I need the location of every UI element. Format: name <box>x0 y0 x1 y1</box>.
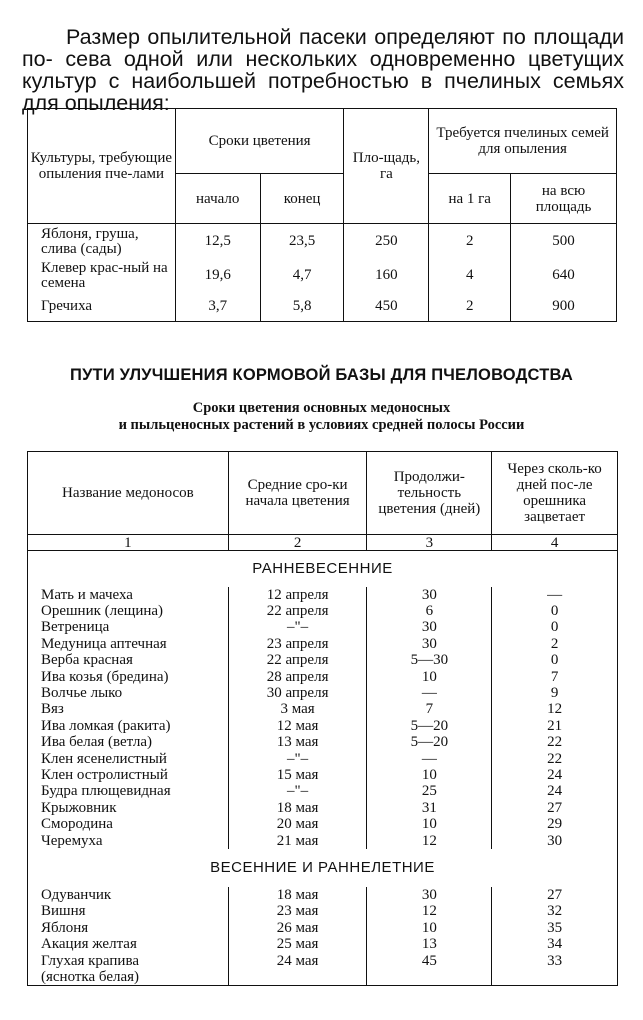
area-cell: 250 <box>344 224 429 260</box>
plant-name-cell: Клен остролистный <box>28 767 229 783</box>
bloom-start-cell: 3,7 <box>175 292 260 322</box>
start-date-cell: 20 мая <box>228 816 367 832</box>
crop-name-cell: Яблоня, груша, слива (сады) <box>28 224 176 260</box>
table-row <box>28 587 618 603</box>
colonies-total-cell: 900 <box>511 292 617 322</box>
table-row <box>28 619 618 635</box>
duration-cell: 10 <box>367 920 492 936</box>
start-date-cell: 26 мая <box>228 920 367 936</box>
header-plant-name: Название медоносов <box>28 452 229 535</box>
start-date-cell: 22 апреля <box>228 652 367 668</box>
pollination-table <box>27 108 617 322</box>
duration-cell: 31 <box>367 800 492 816</box>
column-number: 4 <box>492 535 618 551</box>
bloom-start-cell: 12,5 <box>175 224 260 260</box>
table-row <box>28 800 618 816</box>
header-total: на всю площадь <box>511 174 617 224</box>
duration-cell: — <box>367 751 492 767</box>
plant-name-cell: Медуница аптечная <box>28 636 229 652</box>
days-after-hazel-cell: 24 <box>492 767 618 783</box>
duration-cell: 12 <box>367 903 492 919</box>
plant-name-cell: Волчье лыко <box>28 685 229 701</box>
colonies-total-cell: 640 <box>511 260 617 292</box>
plant-name-cell: Ива козья (бредина) <box>28 669 229 685</box>
table-row <box>28 636 618 652</box>
days-after-hazel-cell: 0 <box>492 619 618 635</box>
plant-name-cell: Черемуха <box>28 833 229 849</box>
header-area: Пло-щадь, га <box>344 109 429 224</box>
bloom-end-cell: 5,8 <box>260 292 344 322</box>
table-row <box>28 669 618 685</box>
start-date-cell: 24 мая <box>228 953 367 969</box>
duration-cell: 12 <box>367 833 492 849</box>
plant-name-cell: Акация желтая <box>28 936 229 952</box>
table-row <box>28 224 617 260</box>
days-after-hazel-cell: 33 <box>492 953 618 969</box>
start-date-cell: 23 апреля <box>228 636 367 652</box>
days-after-hazel-cell: 27 <box>492 800 618 816</box>
duration-cell: 25 <box>367 783 492 799</box>
plant-name-cell: Мать и мачеха <box>28 587 229 603</box>
plant-name-cell: Вяз <box>28 701 229 717</box>
plant-name-cell: (яснотка белая) <box>28 969 229 986</box>
plant-name-cell: Смородина <box>28 816 229 832</box>
bloom-end-cell: 4,7 <box>260 260 344 292</box>
plant-name-cell: Клен ясенелистный <box>28 751 229 767</box>
duration-cell: 30 <box>367 887 492 903</box>
table-row <box>28 783 618 799</box>
days-after-hazel-cell <box>492 969 618 986</box>
duration-cell: 5—20 <box>367 734 492 750</box>
days-after-hazel-cell: — <box>492 587 618 603</box>
start-date-cell: 18 мая <box>228 800 367 816</box>
colonies-per-ha-cell: 4 <box>429 260 511 292</box>
table-row <box>28 603 618 619</box>
duration-cell: 30 <box>367 619 492 635</box>
days-after-hazel-cell: 0 <box>492 603 618 619</box>
duration-cell: 13 <box>367 936 492 952</box>
table-row <box>28 816 618 832</box>
area-cell: 160 <box>344 260 429 292</box>
header-start: начало <box>175 174 260 224</box>
intro-line: сева одной или нескольких одновременно цветущих культур с <box>22 47 624 93</box>
colonies-per-ha-cell: 2 <box>429 224 511 260</box>
start-date-cell: –"– <box>228 783 367 799</box>
section-title: ПУТИ УЛУЧШЕНИЯ КОРМОВОЙ БАЗЫ ДЛЯ ПЧЕЛОВОДСТВА <box>70 366 573 384</box>
start-date-cell: 13 мая <box>228 734 367 750</box>
plant-name-cell: Яблоня <box>28 920 229 936</box>
duration-cell: 45 <box>367 953 492 969</box>
section-row <box>28 849 618 887</box>
days-after-hazel-cell: 0 <box>492 652 618 668</box>
days-after-hazel-cell: 29 <box>492 816 618 832</box>
table-row <box>28 920 618 936</box>
table-row <box>28 969 618 986</box>
intro-line: Размер опылительной пасеки определяют по площади по- <box>22 25 624 71</box>
table-row <box>28 833 618 849</box>
crop-name-cell: Клевер крас-ный на семена <box>28 260 176 292</box>
start-date-cell: 12 апреля <box>228 587 367 603</box>
days-after-hazel-cell: 24 <box>492 783 618 799</box>
table-row <box>28 734 618 750</box>
table-row <box>28 685 618 701</box>
plant-name-cell: Глухая крапива <box>28 953 229 969</box>
start-date-cell <box>228 969 367 986</box>
header-required: Требуется пчелиных семей для опыления <box>429 109 617 174</box>
duration-cell: — <box>367 685 492 701</box>
bloom-end-cell: 23,5 <box>260 224 344 260</box>
table2-caption-line-2: и пыльценосных растений в условиях средней полосы России <box>118 417 525 433</box>
start-date-cell: –"– <box>228 619 367 635</box>
duration-cell: 10 <box>367 816 492 832</box>
duration-cell <box>367 969 492 986</box>
table-row <box>28 701 618 717</box>
intro-line: наибольшей потребностью в пчелиных семьях для опыления: <box>22 69 624 115</box>
days-after-hazel-cell: 7 <box>492 669 618 685</box>
table-row <box>28 751 618 767</box>
column-number: 2 <box>228 535 367 551</box>
duration-cell: 7 <box>367 701 492 717</box>
section-heading: ВЕСЕННИЕ И РАННЕЛЕТНИЕ <box>28 849 618 887</box>
area-cell: 450 <box>344 292 429 322</box>
start-date-cell: 3 мая <box>228 701 367 717</box>
start-date-cell: 15 мая <box>228 767 367 783</box>
crop-name-cell: Гречиха <box>28 292 176 322</box>
table-row <box>28 953 618 969</box>
plant-name-cell: Будра плющевидная <box>28 783 229 799</box>
bloom-start-cell: 19,6 <box>175 260 260 292</box>
duration-cell: 10 <box>367 767 492 783</box>
plant-name-cell: Крыжовник <box>28 800 229 816</box>
start-date-cell: 25 мая <box>228 936 367 952</box>
header-crops: Культуры, требующие опыления пче-лами <box>28 109 176 224</box>
header-duration: Продолжи-тельность цветения (дней) <box>367 452 492 535</box>
start-date-cell: 18 мая <box>228 887 367 903</box>
plant-name-cell: Ива ломкая (ракита) <box>28 718 229 734</box>
days-after-hazel-cell: 21 <box>492 718 618 734</box>
duration-cell: 5—20 <box>367 718 492 734</box>
section-row <box>28 551 618 587</box>
plant-name-cell: Ива белая (ветла) <box>28 734 229 750</box>
colonies-per-ha-cell: 2 <box>429 292 511 322</box>
start-date-cell: 12 мая <box>228 718 367 734</box>
days-after-hazel-cell: 32 <box>492 903 618 919</box>
table-row <box>28 887 618 903</box>
days-after-hazel-cell: 12 <box>492 701 618 717</box>
plant-name-cell: Одуванчик <box>28 887 229 903</box>
start-date-cell: –"– <box>228 751 367 767</box>
table-row <box>28 767 618 783</box>
days-after-hazel-cell: 34 <box>492 936 618 952</box>
start-date-cell: 28 апреля <box>228 669 367 685</box>
column-number: 3 <box>367 535 492 551</box>
table2-caption-line-1: Сроки цветения основных медоносных <box>192 400 451 416</box>
header-bloom: Сроки цветения <box>175 109 344 174</box>
duration-cell: 5—30 <box>367 652 492 668</box>
table-row <box>28 936 618 952</box>
bloom-table <box>27 451 618 986</box>
intro-paragraph <box>22 26 624 114</box>
days-after-hazel-cell: 30 <box>492 833 618 849</box>
start-date-cell: 30 апреля <box>228 685 367 701</box>
section-heading: РАННЕВЕСЕННИЕ <box>28 551 618 587</box>
table-row <box>28 718 618 734</box>
days-after-hazel-cell: 22 <box>492 734 618 750</box>
duration-cell: 6 <box>367 603 492 619</box>
header-start-date: Средние сро-ки начала цветения <box>228 452 367 535</box>
duration-cell: 30 <box>367 636 492 652</box>
header-per-ha: на 1 га <box>429 174 511 224</box>
duration-cell: 30 <box>367 587 492 603</box>
table-row <box>28 260 617 292</box>
header-end: конец <box>260 174 344 224</box>
table-row <box>28 292 617 322</box>
days-after-hazel-cell: 22 <box>492 751 618 767</box>
plant-name-cell: Верба красная <box>28 652 229 668</box>
start-date-cell: 23 мая <box>228 903 367 919</box>
table-row <box>28 903 618 919</box>
duration-cell: 10 <box>367 669 492 685</box>
days-after-hazel-cell: 35 <box>492 920 618 936</box>
start-date-cell: 21 мая <box>228 833 367 849</box>
plant-name-cell: Ветреница <box>28 619 229 635</box>
days-after-hazel-cell: 27 <box>492 887 618 903</box>
days-after-hazel-cell: 9 <box>492 685 618 701</box>
column-number: 1 <box>28 535 229 551</box>
header-days-after-hazel: Через сколь-ко дней пос-ле орешника зацветает <box>492 452 618 535</box>
plant-name-cell: Орешник (лещина) <box>28 603 229 619</box>
table-row <box>28 652 618 668</box>
days-after-hazel-cell: 2 <box>492 636 618 652</box>
start-date-cell: 22 апреля <box>228 603 367 619</box>
plant-name-cell: Вишня <box>28 903 229 919</box>
colonies-total-cell: 500 <box>511 224 617 260</box>
